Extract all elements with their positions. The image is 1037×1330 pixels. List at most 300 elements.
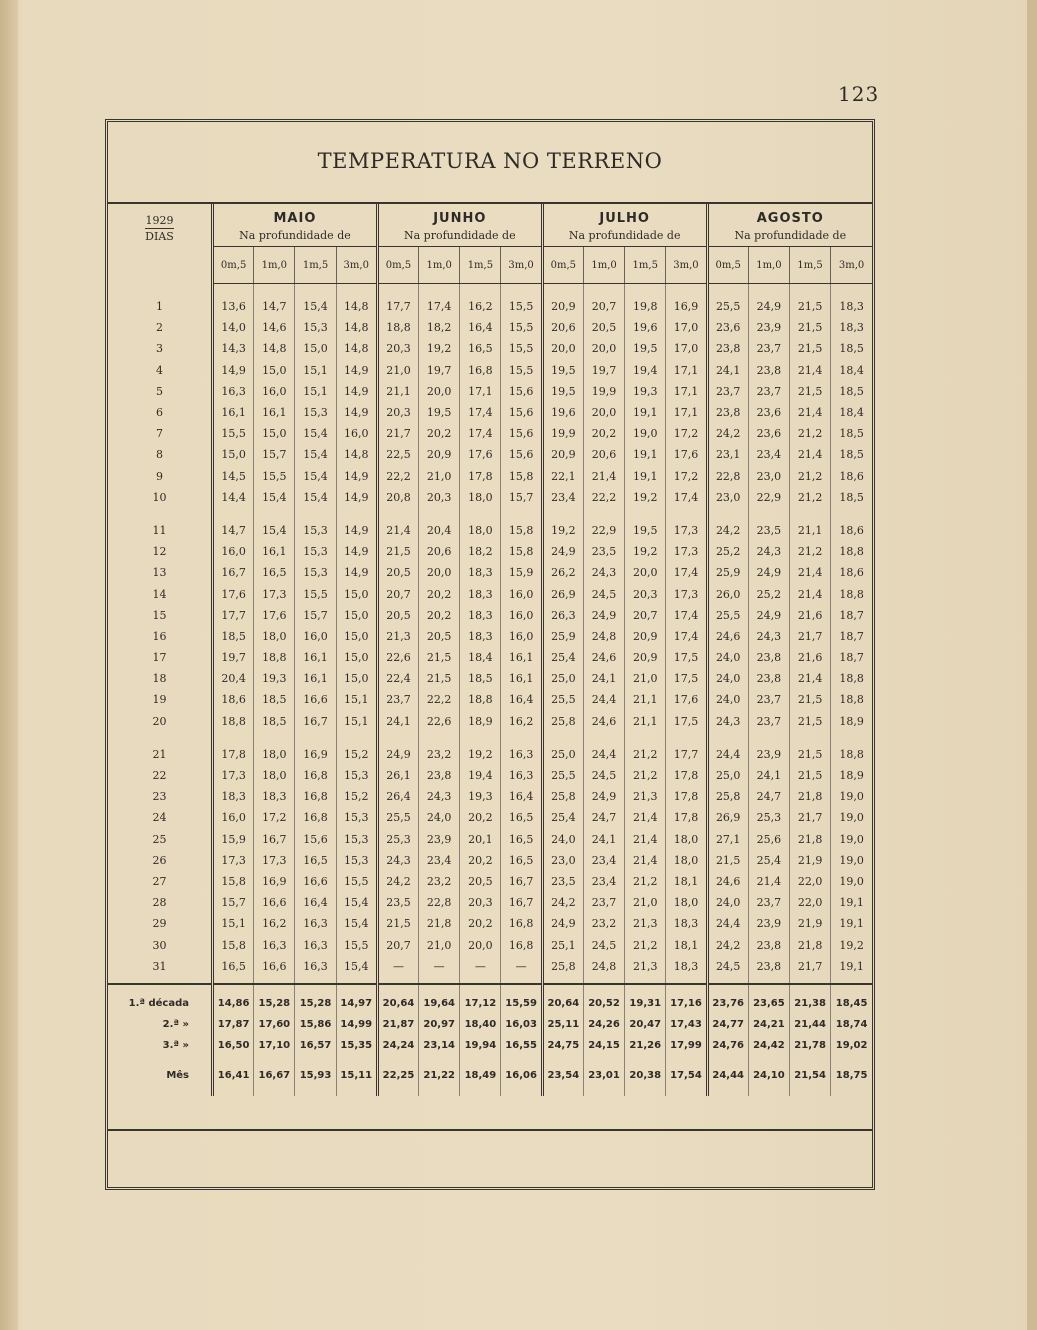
value-cell: 23,01: [583, 1056, 624, 1096]
value-cell: 15,5: [336, 871, 377, 892]
value-cell: 16,7: [295, 711, 336, 732]
value-cell: 17,4: [666, 626, 707, 647]
table-row-label: 1: [156, 300, 163, 314]
value-cell: 20,52: [583, 984, 624, 1014]
value-cell: 20,9: [542, 444, 583, 465]
value-cell: 21,5: [790, 381, 831, 402]
value-cell: [666, 977, 707, 984]
value-cell: 23,4: [542, 487, 583, 508]
value-cell: 18,0: [666, 892, 707, 913]
value-cell: 21,5: [790, 711, 831, 732]
table-row: [108, 807, 872, 828]
value-cell: 26,9: [542, 583, 583, 604]
depth-header: 1m,5: [295, 247, 336, 284]
value-cell: [790, 977, 831, 984]
value-cell: 15,11: [336, 1056, 377, 1096]
value-cell: 25,4: [542, 647, 583, 668]
value-cell: 24,0: [707, 689, 748, 710]
table-row-label: 26: [152, 853, 167, 867]
depth-header: 1m,0: [419, 247, 460, 284]
value-cell: 21,2: [790, 423, 831, 444]
value-cell: 24,6: [583, 711, 624, 732]
summary-row: [108, 984, 872, 1014]
value-cell: 21,2: [790, 541, 831, 562]
table-row: [108, 541, 872, 562]
value-cell: 23,8: [748, 934, 789, 955]
value-cell: 18,0: [460, 487, 501, 508]
value-cell: 24,2: [707, 520, 748, 541]
value-cell: 21,4: [790, 360, 831, 381]
value-cell: 20,5: [419, 626, 460, 647]
table-row: [108, 892, 872, 913]
value-cell: 24,1: [583, 668, 624, 689]
value-cell: 24,77: [707, 1014, 748, 1035]
value-cell: 15,5: [501, 296, 542, 317]
depth-header: 1m,0: [583, 247, 624, 284]
value-cell: 21,5: [707, 850, 748, 871]
value-cell: [336, 732, 377, 744]
value-cell: 15,0: [336, 626, 377, 647]
value-cell: [831, 284, 872, 297]
table-row-label: 5: [156, 384, 163, 398]
value-cell: 23,9: [748, 744, 789, 765]
value-cell: 18,8: [460, 689, 501, 710]
value-cell: 15,0: [336, 668, 377, 689]
value-cell: [460, 732, 501, 744]
value-cell: 14,9: [336, 520, 377, 541]
value-cell: 23,6: [707, 317, 748, 338]
value-cell: 23,7: [748, 892, 789, 913]
value-cell: 17,6: [666, 444, 707, 465]
value-cell: 24,5: [583, 583, 624, 604]
value-cell: 20,0: [542, 338, 583, 359]
value-cell: 16,1: [501, 647, 542, 668]
table-row: [108, 520, 872, 541]
value-cell: 20,7: [625, 605, 666, 626]
value-cell: 17,4: [460, 402, 501, 423]
value-cell: 16,1: [501, 668, 542, 689]
value-cell: 21,4: [625, 850, 666, 871]
month-mean-row: [108, 1056, 872, 1096]
value-cell: 21,5: [419, 668, 460, 689]
value-cell: [583, 284, 624, 297]
value-cell: 18,1: [666, 871, 707, 892]
page-edge: [1027, 0, 1037, 1330]
value-cell: 21,44: [790, 1014, 831, 1035]
depth-header: 1m,5: [625, 247, 666, 284]
value-cell: 18,0: [254, 765, 295, 786]
value-cell: 17,2: [254, 807, 295, 828]
value-cell: 14,9: [336, 541, 377, 562]
table-row-label: 4: [156, 363, 163, 377]
value-cell: [625, 732, 666, 744]
value-cell: 21,3: [377, 626, 418, 647]
value-cell: 18,7: [831, 647, 872, 668]
value-cell: [254, 284, 295, 297]
value-cell: 16,5: [501, 807, 542, 828]
value-cell: 21,0: [419, 934, 460, 955]
value-cell: 23,6: [748, 423, 789, 444]
depth-header: 1m,5: [790, 247, 831, 284]
value-cell: 20,47: [625, 1014, 666, 1035]
value-cell: [254, 977, 295, 984]
value-cell: 16,3: [295, 934, 336, 955]
value-cell: 19,5: [625, 338, 666, 359]
value-cell: 14,9: [336, 466, 377, 487]
value-cell: 19,1: [625, 444, 666, 465]
value-cell: 18,8: [831, 689, 872, 710]
table-row: [108, 626, 872, 647]
value-cell: 17,4: [460, 423, 501, 444]
value-cell: [707, 284, 748, 297]
value-cell: 21,2: [625, 765, 666, 786]
table-row-label: 8: [156, 448, 163, 462]
value-cell: 21,5: [790, 689, 831, 710]
value-cell: 25,0: [707, 765, 748, 786]
value-cell: 24,9: [542, 541, 583, 562]
value-cell: 15,0: [213, 444, 254, 465]
value-cell: 24,4: [707, 913, 748, 934]
table-row-label: 29: [152, 917, 167, 931]
value-cell: 19,9: [542, 423, 583, 444]
value-cell: 16,6: [254, 892, 295, 913]
value-cell: 25,6: [748, 829, 789, 850]
value-cell: 19,2: [625, 487, 666, 508]
value-cell: 18,7: [831, 626, 872, 647]
value-cell: 17,5: [666, 711, 707, 732]
value-cell: 25,5: [542, 765, 583, 786]
value-cell: 22,9: [583, 520, 624, 541]
value-cell: 26,2: [542, 562, 583, 583]
value-cell: [213, 977, 254, 984]
value-cell: 16,8: [501, 934, 542, 955]
value-cell: 16,06: [501, 1056, 542, 1096]
value-cell: 16,0: [501, 626, 542, 647]
value-cell: 19,0: [625, 423, 666, 444]
value-cell: 18,9: [831, 711, 872, 732]
value-cell: —: [460, 956, 501, 977]
value-cell: 24,6: [707, 871, 748, 892]
value-cell: 22,6: [419, 711, 460, 732]
value-cell: 15,2: [336, 744, 377, 765]
value-cell: 15,3: [336, 829, 377, 850]
value-cell: 18,8: [831, 541, 872, 562]
value-cell: [790, 508, 831, 520]
value-cell: [748, 508, 789, 520]
value-cell: 15,5: [254, 466, 295, 487]
value-cell: 16,4: [501, 689, 542, 710]
value-cell: 15,4: [336, 892, 377, 913]
value-cell: 15,6: [295, 829, 336, 850]
value-cell: 24,4: [707, 744, 748, 765]
value-cell: 15,3: [295, 562, 336, 583]
value-cell: 21,5: [790, 338, 831, 359]
value-cell: 20,0: [419, 562, 460, 583]
value-cell: 15,3: [295, 520, 336, 541]
value-cell: 14,7: [213, 520, 254, 541]
value-cell: 18,8: [831, 583, 872, 604]
value-cell: 15,3: [336, 850, 377, 871]
table-row: [108, 744, 872, 765]
value-cell: 16,5: [460, 338, 501, 359]
value-cell: 24,7: [583, 807, 624, 828]
value-cell: 25,5: [542, 689, 583, 710]
table-row: [108, 444, 872, 465]
value-cell: 18,9: [831, 765, 872, 786]
value-cell: 20,6: [419, 541, 460, 562]
value-cell: 15,1: [295, 381, 336, 402]
value-cell: 24,5: [583, 934, 624, 955]
value-cell: 15,0: [336, 647, 377, 668]
depth-header-row: [108, 247, 872, 284]
value-cell: 25,5: [707, 296, 748, 317]
value-cell: 20,5: [583, 317, 624, 338]
value-cell: 15,59: [501, 984, 542, 1014]
value-cell: [419, 284, 460, 297]
value-cell: 19,3: [625, 381, 666, 402]
bottom-band: [108, 1129, 872, 1187]
table-row: [108, 466, 872, 487]
value-cell: 17,6: [460, 444, 501, 465]
value-cell: 20,2: [419, 583, 460, 604]
value-cell: 20,6: [583, 444, 624, 465]
table-row-label: 3: [156, 342, 163, 356]
value-cell: 19,2: [460, 744, 501, 765]
value-cell: 15,0: [336, 605, 377, 626]
value-cell: 25,5: [377, 807, 418, 828]
value-cell: 16,3: [501, 744, 542, 765]
table-row-label: 7: [156, 427, 163, 441]
value-cell: 23,5: [542, 871, 583, 892]
value-cell: 16,0: [501, 583, 542, 604]
value-cell: 20,9: [542, 296, 583, 317]
value-cell: 24,9: [377, 744, 418, 765]
days-label: DIAS: [145, 230, 174, 243]
value-cell: 16,0: [336, 423, 377, 444]
value-cell: 16,3: [501, 765, 542, 786]
table-row: [108, 647, 872, 668]
table-row-label: 16: [152, 629, 167, 643]
table-row-label: 19: [152, 693, 167, 707]
value-cell: 17,1: [460, 381, 501, 402]
value-cell: 17,2: [666, 423, 707, 444]
value-cell: 16,2: [501, 711, 542, 732]
value-cell: 15,0: [254, 423, 295, 444]
value-cell: 16,3: [295, 913, 336, 934]
value-cell: 15,86: [295, 1014, 336, 1035]
summary-row-label: 3.ª »: [162, 1039, 190, 1051]
value-cell: 19,7: [419, 360, 460, 381]
value-cell: 26,0: [707, 583, 748, 604]
table-row-label: 13: [152, 566, 167, 580]
value-cell: 16,8: [501, 913, 542, 934]
month-header: MAIO Na profundidade de: [213, 204, 378, 247]
value-cell: 23,7: [583, 892, 624, 913]
value-cell: 18,0: [460, 520, 501, 541]
value-cell: 25,4: [748, 850, 789, 871]
spacer-row: [108, 732, 872, 744]
table-row: [108, 668, 872, 689]
value-cell: [336, 977, 377, 984]
value-cell: 19,64: [419, 984, 460, 1014]
value-cell: 16,41: [213, 1056, 254, 1096]
value-cell: 21,4: [790, 402, 831, 423]
value-cell: 26,9: [707, 807, 748, 828]
value-cell: [625, 284, 666, 297]
value-cell: 16,3: [254, 934, 295, 955]
value-cell: 14,8: [336, 444, 377, 465]
value-cell: 15,1: [295, 360, 336, 381]
value-cell: 23,8: [707, 338, 748, 359]
value-cell: 23,54: [542, 1056, 583, 1096]
table-row: [108, 765, 872, 786]
value-cell: 23,5: [748, 520, 789, 541]
value-cell: 16,50: [213, 1035, 254, 1056]
value-cell: 21,8: [790, 829, 831, 850]
value-cell: 17,3: [666, 520, 707, 541]
value-cell: 17,12: [460, 984, 501, 1014]
value-cell: 18,3: [460, 605, 501, 626]
value-cell: 17,4: [666, 605, 707, 626]
value-cell: 16,1: [254, 541, 295, 562]
table-row: [108, 360, 872, 381]
value-cell: 18,5: [213, 626, 254, 647]
table-row: [108, 913, 872, 934]
table-row-label: 23: [152, 790, 167, 804]
value-cell: 24,5: [707, 956, 748, 977]
value-cell: 24,9: [542, 913, 583, 934]
value-cell: 20,3: [460, 892, 501, 913]
value-cell: 19,5: [542, 360, 583, 381]
table-row-label: 25: [152, 832, 167, 846]
value-cell: 17,0: [666, 317, 707, 338]
value-cell: 20,7: [583, 296, 624, 317]
value-cell: 20,2: [419, 423, 460, 444]
value-cell: 16,0: [254, 381, 295, 402]
value-cell: 21,0: [419, 466, 460, 487]
value-cell: 18,49: [460, 1056, 501, 1096]
value-cell: 21,4: [377, 520, 418, 541]
depth-header: 0m,5: [213, 247, 254, 284]
value-cell: 17,54: [666, 1056, 707, 1096]
value-cell: 17,0: [666, 338, 707, 359]
value-cell: 14,6: [254, 317, 295, 338]
value-cell: 23,9: [748, 913, 789, 934]
value-cell: 21,7: [790, 626, 831, 647]
value-cell: 18,75: [831, 1056, 872, 1096]
value-cell: 25,8: [542, 711, 583, 732]
value-cell: 18,4: [460, 647, 501, 668]
value-cell: 19,2: [625, 541, 666, 562]
value-cell: 18,5: [254, 711, 295, 732]
value-cell: 15,3: [336, 765, 377, 786]
value-cell: 15,4: [336, 956, 377, 977]
table-row-label: 11: [152, 523, 167, 537]
value-cell: 23,2: [583, 913, 624, 934]
value-cell: 19,0: [831, 850, 872, 871]
value-cell: 19,0: [831, 871, 872, 892]
value-cell: 16,6: [295, 689, 336, 710]
table-row: [108, 423, 872, 444]
value-cell: 16,7: [213, 562, 254, 583]
value-cell: 24,8: [583, 956, 624, 977]
value-cell: 16,4: [295, 892, 336, 913]
value-cell: 20,0: [419, 381, 460, 402]
value-cell: [213, 732, 254, 744]
value-cell: 24,9: [748, 562, 789, 583]
table-row-label: 28: [152, 896, 167, 910]
value-cell: 15,4: [295, 296, 336, 317]
value-cell: 20,2: [460, 807, 501, 828]
value-cell: 15,4: [254, 487, 295, 508]
value-cell: 18,0: [666, 829, 707, 850]
value-cell: [377, 732, 418, 744]
value-cell: 21,9: [790, 913, 831, 934]
value-cell: 22,0: [790, 892, 831, 913]
table-row: [108, 934, 872, 955]
depth-header: 3m,0: [831, 247, 872, 284]
value-cell: 14,4: [213, 487, 254, 508]
value-cell: 24,10: [748, 1056, 789, 1096]
page-number: 123: [838, 82, 880, 106]
depth-header: 3m,0: [501, 247, 542, 284]
value-cell: 17,4: [419, 296, 460, 317]
value-cell: 21,5: [377, 541, 418, 562]
value-cell: 16,5: [213, 956, 254, 977]
temperature-table: [108, 204, 872, 1096]
value-cell: 14,9: [336, 402, 377, 423]
value-cell: 14,0: [213, 317, 254, 338]
value-cell: —: [419, 956, 460, 977]
value-cell: 23,1: [707, 444, 748, 465]
value-cell: 23,9: [748, 317, 789, 338]
value-cell: 14,3: [213, 338, 254, 359]
value-cell: 17,7: [666, 744, 707, 765]
value-cell: [831, 977, 872, 984]
value-cell: [625, 508, 666, 520]
value-cell: 17,60: [254, 1014, 295, 1035]
value-cell: 16,8: [295, 807, 336, 828]
value-cell: 15,7: [501, 487, 542, 508]
value-cell: [419, 508, 460, 520]
value-cell: 14,9: [336, 360, 377, 381]
value-cell: 15,1: [336, 711, 377, 732]
value-cell: [542, 284, 583, 297]
table-title: TEMPERATURA NO TERRENO: [317, 149, 663, 173]
value-cell: 16,8: [295, 765, 336, 786]
value-cell: 23,7: [707, 381, 748, 402]
value-cell: 23,4: [748, 444, 789, 465]
value-cell: [542, 732, 583, 744]
value-cell: 18,3: [460, 626, 501, 647]
value-cell: [295, 508, 336, 520]
value-cell: 18,5: [460, 668, 501, 689]
spacer-row: [108, 508, 872, 520]
value-cell: 18,40: [460, 1014, 501, 1035]
value-cell: 15,7: [254, 444, 295, 465]
value-cell: 16,3: [295, 956, 336, 977]
value-cell: 16,5: [501, 850, 542, 871]
value-cell: 15,6: [501, 444, 542, 465]
value-cell: 18,6: [213, 689, 254, 710]
value-cell: [501, 732, 542, 744]
value-cell: 20,7: [377, 934, 418, 955]
value-cell: 19,0: [831, 807, 872, 828]
value-cell: 20,1: [460, 829, 501, 850]
value-cell: 14,8: [254, 338, 295, 359]
value-cell: 24,75: [542, 1035, 583, 1056]
value-cell: 23,4: [583, 871, 624, 892]
